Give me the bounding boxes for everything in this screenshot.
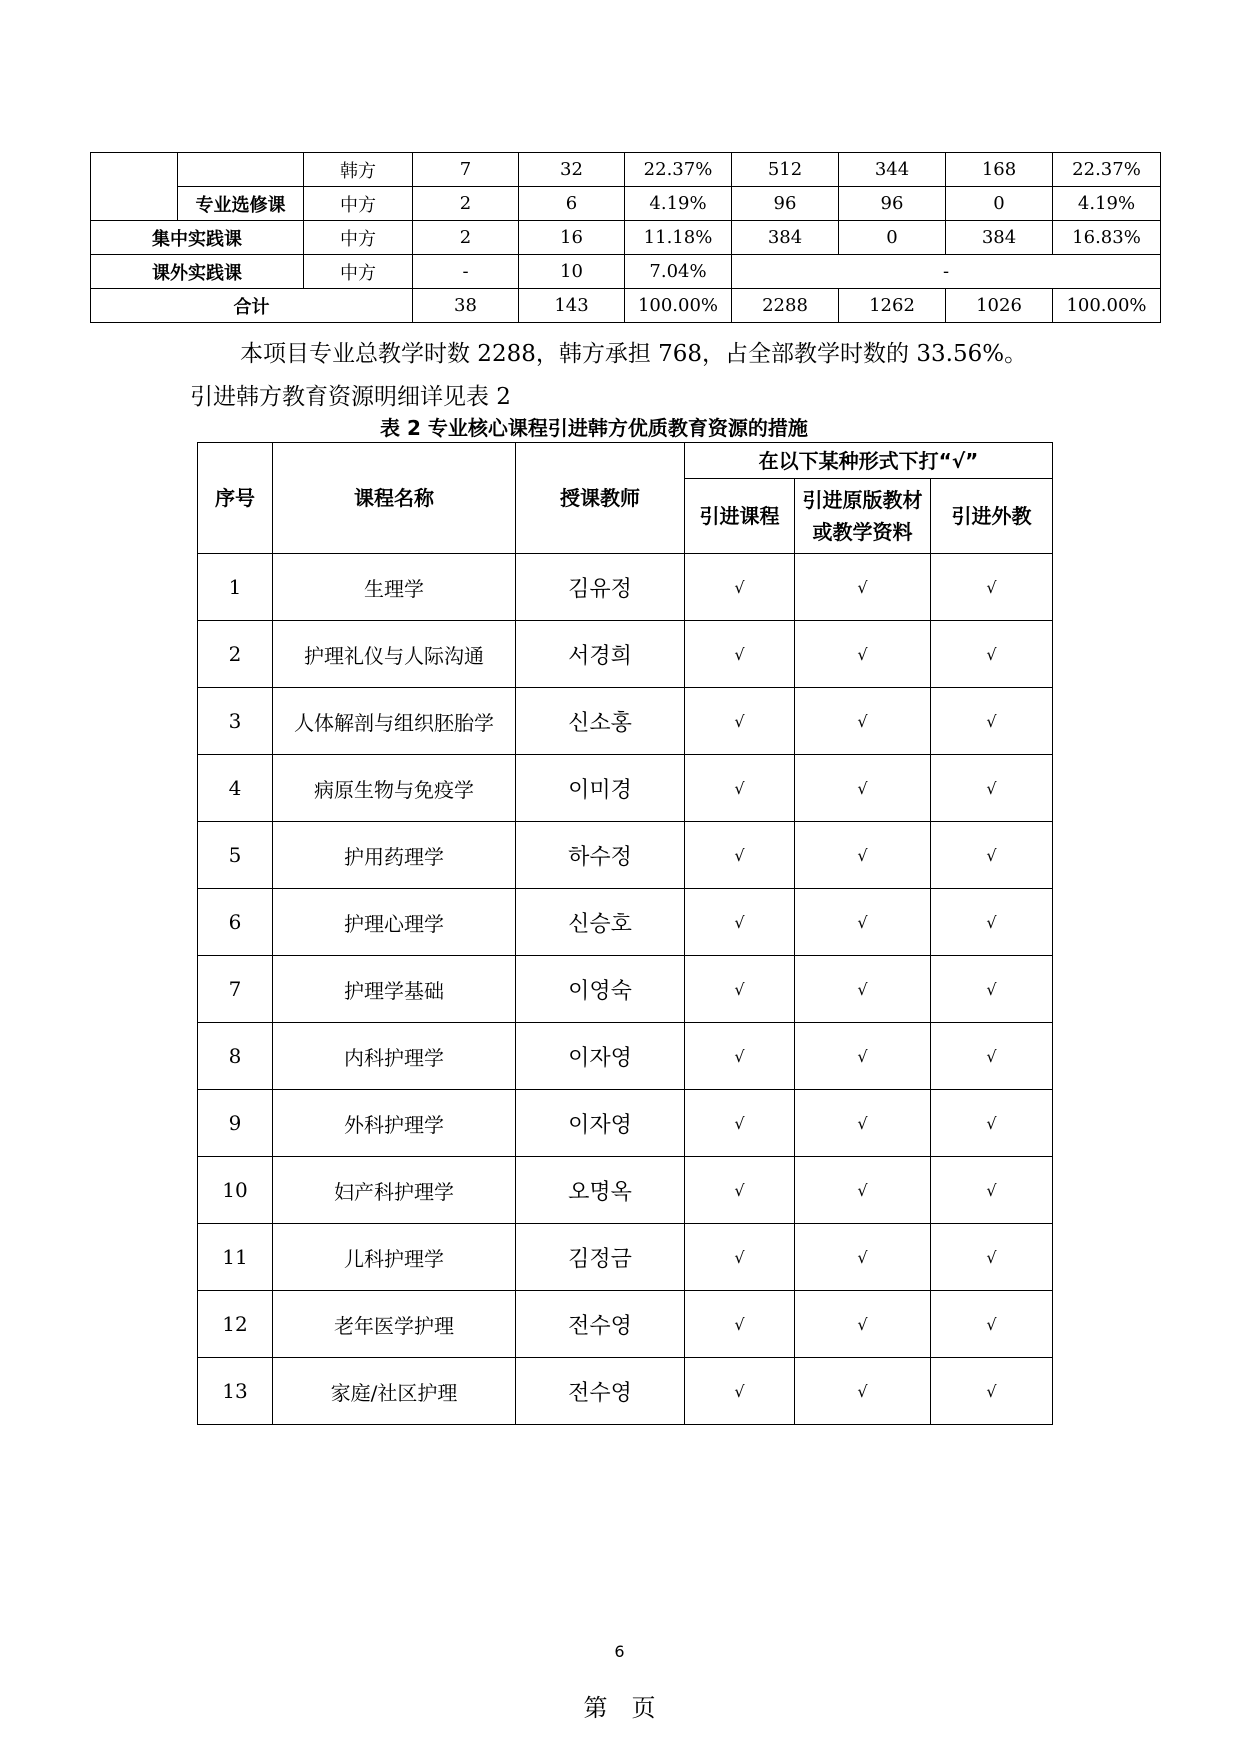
check-materials-cell: √: [795, 554, 931, 621]
course-name-cell: 护理心理学: [273, 889, 516, 956]
check-course-cell: √: [685, 956, 795, 1023]
check-materials-cell: √: [795, 1023, 931, 1090]
check-materials-cell: √: [795, 1224, 931, 1291]
total-label: 合计: [91, 289, 413, 323]
summary-paragraph: 本项目专业总教学时数 2288，韩方承担 768，占全部教学时数的 33.56%。: [240, 341, 1028, 367]
table-caption: 表 2 专业核心课程引进韩方优质教育资源的措施: [380, 416, 808, 440]
check-teacher-cell: √: [931, 755, 1053, 822]
table-row: [91, 221, 1161, 255]
check-course-cell: √: [685, 688, 795, 755]
page-number: 6: [614, 1642, 625, 1661]
teacher-cell: 하수정: [516, 822, 685, 889]
value-cell: -: [413, 255, 519, 289]
course-name-cell: 妇产科护理学: [273, 1157, 516, 1224]
seq-cell: 1: [198, 554, 273, 621]
value-cell: 100.00%: [625, 289, 732, 323]
table-row: [198, 755, 1053, 822]
value-cell: 143: [519, 289, 625, 323]
check-materials-cell: √: [795, 956, 931, 1023]
value-cell: 7: [413, 153, 519, 187]
teacher-cell: 서경희: [516, 621, 685, 688]
subcategory-cell: 专业选修课: [178, 187, 304, 221]
party-cell: 中方: [304, 187, 413, 221]
seq-cell: 10: [198, 1157, 273, 1224]
value-cell: 22.37%: [1053, 153, 1161, 187]
teacher-cell: 신소홍: [516, 688, 685, 755]
table-row: [198, 1224, 1053, 1291]
value-cell: 100.00%: [1053, 289, 1161, 323]
party-cell: 韩方: [304, 153, 413, 187]
value-cell: 4.19%: [625, 187, 732, 221]
value-cell: 2: [413, 187, 519, 221]
check-teacher-cell: √: [931, 688, 1053, 755]
value-cell: 2: [413, 221, 519, 255]
table-row: [198, 822, 1053, 889]
table-row: [91, 255, 1161, 289]
value-cell: 7.04%: [625, 255, 732, 289]
table-row: [198, 889, 1053, 956]
check-course-cell: √: [685, 889, 795, 956]
course-name-cell: 人体解剖与组织胚胎学: [273, 688, 516, 755]
table-row: [198, 1023, 1053, 1090]
check-teacher-cell: √: [931, 1224, 1053, 1291]
category-cell: [91, 153, 178, 221]
header-teacher: 授课教师: [516, 443, 685, 554]
table-row: [198, 1358, 1053, 1425]
reference-paragraph: 引进韩方教育资源明细详见表 2: [190, 384, 511, 410]
category-cell: 集中实践课: [91, 221, 304, 255]
value-cell: 22.37%: [625, 153, 732, 187]
seq-cell: 3: [198, 688, 273, 755]
teacher-cell: 이미경: [516, 755, 685, 822]
course-name-cell: 生理学: [273, 554, 516, 621]
header-group: 在以下某种形式下打“√”: [685, 443, 1053, 479]
course-name-cell: 内科护理学: [273, 1023, 516, 1090]
teacher-cell: 김유정: [516, 554, 685, 621]
table-row: [198, 1291, 1053, 1358]
check-course-cell: √: [685, 755, 795, 822]
seq-cell: 12: [198, 1291, 273, 1358]
value-cell: 2288: [732, 289, 839, 323]
check-teacher-cell: √: [931, 1358, 1053, 1425]
check-materials-cell: √: [795, 822, 931, 889]
course-name-cell: 病原生物与免疫学: [273, 755, 516, 822]
check-materials-cell: √: [795, 1157, 931, 1224]
header-opt2: [795, 479, 931, 554]
check-teacher-cell: √: [931, 956, 1053, 1023]
table-row: [198, 621, 1053, 688]
check-materials-cell: √: [795, 621, 931, 688]
check-materials-cell: √: [795, 1291, 931, 1358]
value-cell: 168: [946, 153, 1053, 187]
value-cell: 11.18%: [625, 221, 732, 255]
check-course-cell: √: [685, 1023, 795, 1090]
check-course-cell: √: [685, 1224, 795, 1291]
check-teacher-cell: √: [931, 621, 1053, 688]
seq-cell: 2: [198, 621, 273, 688]
course-name-cell: 家庭/社区护理: [273, 1358, 516, 1425]
seq-cell: 5: [198, 822, 273, 889]
check-materials-cell: √: [795, 1358, 931, 1425]
teacher-cell: 전수영: [516, 1291, 685, 1358]
check-teacher-cell: √: [931, 1090, 1053, 1157]
check-materials-cell: √: [795, 755, 931, 822]
merged-cell: -: [732, 255, 1161, 289]
table-row: [198, 1090, 1053, 1157]
teacher-cell: 이영숙: [516, 956, 685, 1023]
table-row: [91, 153, 1161, 187]
value-cell: 1262: [839, 289, 946, 323]
seq-cell: 7: [198, 956, 273, 1023]
header-opt2-line2: 或教学资料: [812, 520, 913, 544]
check-course-cell: √: [685, 554, 795, 621]
course-name-cell: 老年医学护理: [273, 1291, 516, 1358]
header-opt1: 引进课程: [685, 479, 795, 554]
table-row: [198, 554, 1053, 621]
check-teacher-cell: √: [931, 1291, 1053, 1358]
course-name-cell: 儿科护理学: [273, 1224, 516, 1291]
value-cell: 38: [413, 289, 519, 323]
check-course-cell: √: [685, 1291, 795, 1358]
teacher-cell: 김정금: [516, 1224, 685, 1291]
check-materials-cell: √: [795, 889, 931, 956]
teacher-cell: 이자영: [516, 1023, 685, 1090]
hours-table: [90, 152, 1161, 323]
seq-cell: 13: [198, 1358, 273, 1425]
total-row: [91, 289, 1161, 323]
seq-cell: 9: [198, 1090, 273, 1157]
course-name-cell: 外科护理学: [273, 1090, 516, 1157]
table-row: [91, 187, 1161, 221]
check-teacher-cell: √: [931, 822, 1053, 889]
header-opt2-line1: 引进原版教材: [802, 488, 923, 512]
value-cell: 96: [839, 187, 946, 221]
page-footer: 第 页: [583, 1694, 656, 1722]
header-course: 课程名称: [273, 443, 516, 554]
check-teacher-cell: √: [931, 889, 1053, 956]
check-course-cell: √: [685, 1090, 795, 1157]
check-teacher-cell: √: [931, 554, 1053, 621]
value-cell: 6: [519, 187, 625, 221]
teacher-cell: 신승호: [516, 889, 685, 956]
party-cell: 中方: [304, 221, 413, 255]
resources-table: [197, 442, 1053, 1425]
teacher-cell: 오명옥: [516, 1157, 685, 1224]
header-opt3: 引进外教: [931, 479, 1053, 554]
value-cell: 16.83%: [1053, 221, 1161, 255]
seq-cell: 11: [198, 1224, 273, 1291]
value-cell: 16: [519, 221, 625, 255]
check-course-cell: √: [685, 1157, 795, 1224]
value-cell: 32: [519, 153, 625, 187]
header-seq: 序号: [198, 443, 273, 554]
seq-cell: 6: [198, 889, 273, 956]
table-row: [198, 1157, 1053, 1224]
subcategory-cell: [178, 153, 304, 187]
course-name-cell: 护用药理学: [273, 822, 516, 889]
value-cell: 10: [519, 255, 625, 289]
check-materials-cell: √: [795, 1090, 931, 1157]
value-cell: 0: [946, 187, 1053, 221]
seq-cell: 4: [198, 755, 273, 822]
value-cell: 1026: [946, 289, 1053, 323]
course-name-cell: 护理学基础: [273, 956, 516, 1023]
check-course-cell: √: [685, 822, 795, 889]
teacher-cell: 전수영: [516, 1358, 685, 1425]
teacher-cell: 이자영: [516, 1090, 685, 1157]
value-cell: 0: [839, 221, 946, 255]
value-cell: 344: [839, 153, 946, 187]
check-materials-cell: √: [795, 688, 931, 755]
course-name-cell: 护理礼仪与人际沟通: [273, 621, 516, 688]
value-cell: 4.19%: [1053, 187, 1161, 221]
table-row: [198, 956, 1053, 1023]
check-course-cell: √: [685, 1358, 795, 1425]
seq-cell: 8: [198, 1023, 273, 1090]
category-cell: 课外实践课: [91, 255, 304, 289]
value-cell: 384: [946, 221, 1053, 255]
table-row: [198, 688, 1053, 755]
value-cell: 384: [732, 221, 839, 255]
check-teacher-cell: √: [931, 1157, 1053, 1224]
value-cell: 512: [732, 153, 839, 187]
party-cell: 中方: [304, 255, 413, 289]
value-cell: 96: [732, 187, 839, 221]
check-teacher-cell: √: [931, 1023, 1053, 1090]
check-course-cell: √: [685, 621, 795, 688]
